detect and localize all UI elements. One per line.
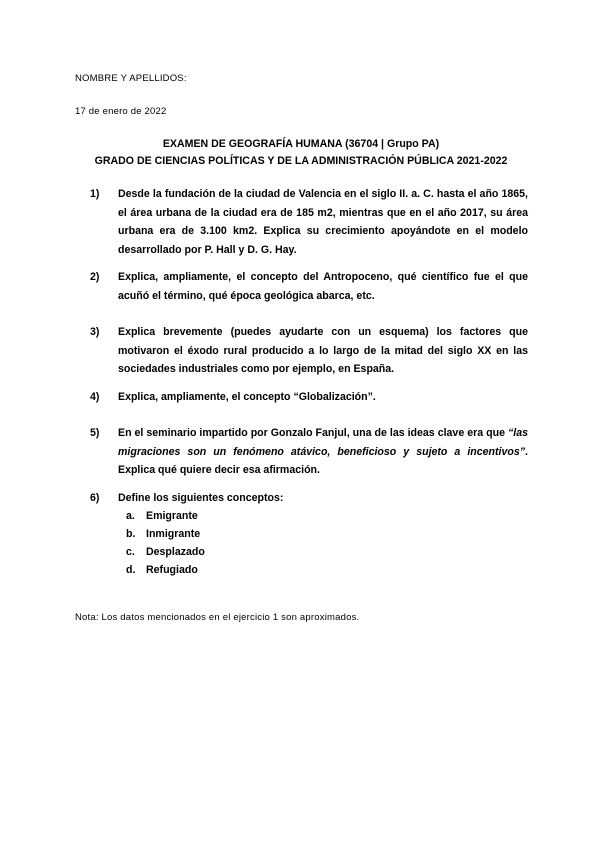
question-4 (90, 388, 528, 407)
question-text: Explica, ampliamente, el concepto del Antropoceno, qué científico fue el que acuñó el término, qué época geológica abarca, etc. (118, 271, 528, 302)
question-text: Define los siguientes conceptos: (118, 492, 284, 504)
question-text-end: . Explica qué quiere decir esa afirmación. (118, 445, 528, 476)
name-label: NOMBRE Y APELLIDOS: (75, 73, 187, 84)
degree-title: GRADO DE CIENCIAS POLÍTICAS Y DE LA ADMINISTRACIÓN PÚBLICA 2021-2022 (94, 155, 508, 167)
concept-letter: b. (126, 528, 136, 540)
question-number: 5) (90, 427, 100, 439)
question-3 (90, 323, 528, 379)
question-number: 1) (90, 188, 100, 200)
concept-letter: d. (126, 564, 136, 576)
footnote: Nota: Los datos mencionados en el ejercicio 1 son aproximados. (75, 612, 360, 623)
concept-letter: a. (126, 510, 135, 522)
question-text (118, 424, 528, 480)
concept-label: Emigrante (146, 510, 198, 522)
question-5 (90, 424, 528, 480)
concept-letter: c. (126, 546, 135, 558)
question-6 (90, 489, 528, 508)
concept-item (126, 507, 198, 525)
question-text: Explica brevemente (puedes ayudarte con un esquema) los factores que motivaron el éxodo rural producido a lo largo de la mitad del siglo XX en las sociedades industriales como por ejemplo, en España. (118, 326, 528, 375)
question-2 (90, 268, 528, 305)
concept-item (126, 561, 198, 579)
question-number: 3) (90, 326, 100, 338)
concept-label: Desplazado (146, 546, 205, 558)
question-text: Desde la fundación de la ciudad de Valencia en el siglo II. a. C. hasta el año 1865, el área urbana de la ciudad era de 185 m2, mientras que en el año 2017, su área urbana era de 3.100 km2. Explica su crecimiento apoyándote en el modelo desarrollado por P. Hall y D. G. Hay. (118, 188, 528, 256)
question-number: 6) (90, 492, 100, 504)
exam-date: 17 de enero de 2022 (75, 106, 167, 117)
exam-title: EXAMEN DE GEOGRAFÍA HUMANA (36704 | Grupo PA) (162, 138, 440, 150)
question-text-start: En el seminario impartido por Gonzalo Fanjul, una de las ideas clave era que (118, 427, 508, 439)
quote-text: “las migraciones son un fenómeno atávico, beneficioso y sujeto a incentivos” (118, 427, 528, 458)
concept-label: Refugiado (146, 564, 198, 576)
question-text: Explica, ampliamente, el concepto “Globalización”. (118, 391, 376, 403)
question-1 (90, 185, 528, 259)
question-number: 4) (90, 391, 100, 403)
question-number: 2) (90, 271, 100, 283)
concept-item (126, 525, 200, 543)
concept-label: Inmigrante (146, 528, 201, 540)
concept-item (126, 543, 205, 561)
